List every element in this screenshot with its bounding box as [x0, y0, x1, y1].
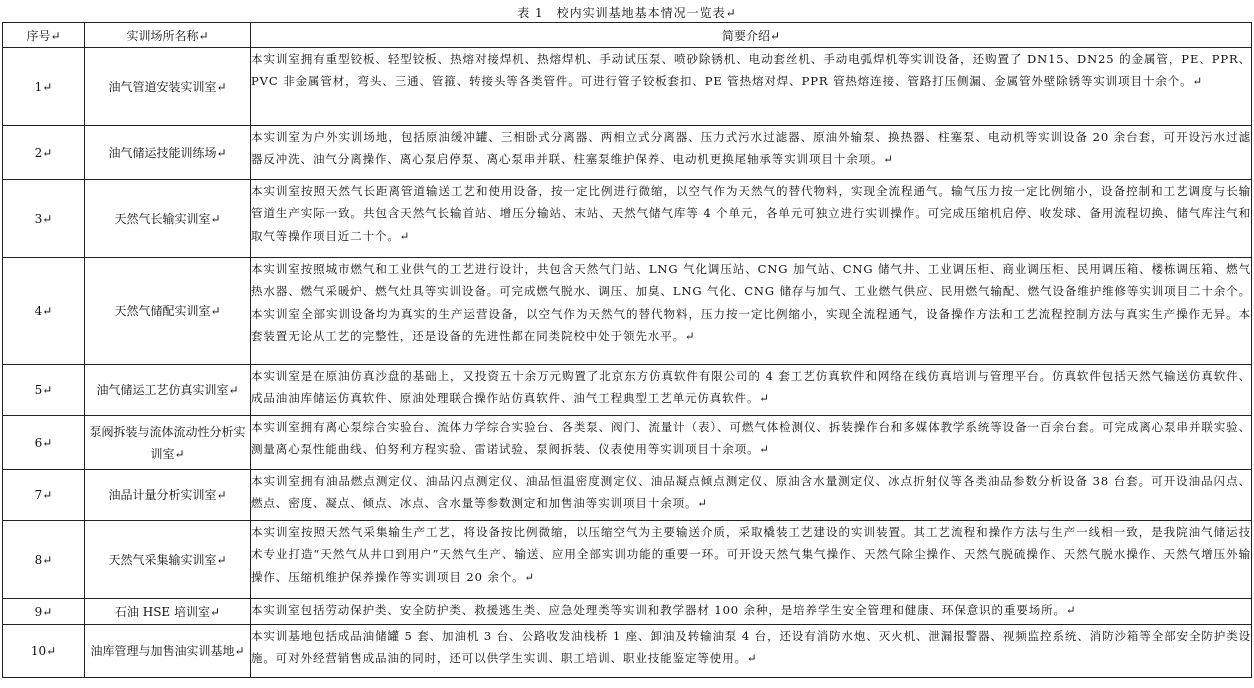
facility-description: 本实训室拥有重型铰板、轻型铰板、热熔对接焊机、热熔焊机、手动试压泵、喷砂除锈机、电动套丝机、手动电弧焊机等实训设备，还购置了 DN15、DN25 的金属管，PE、PPR、PVC 非金属管材，弯头、三通、管箍、转接头等各类管件。可进行管子铰板套扣、PE 管热熔对焊、PPR 管热熔连接、管路打压侧漏、金属管外壁除锈等实训项目十余个。↵	[251, 48, 1252, 126]
row-number: 5↵	[3, 365, 85, 416]
facility-description: 本实训室为户外实训场地，包括原油缓冲罐、三相卧式分离器、两相立式分离器、压力式污水过滤器、原油外输泵、换热器、柱塞泵、电动机等实训设备 20 余台套，可开设污水过滤器反冲洗、油气分离操作、离心泵启停泵、离心泵串并联、柱塞泵维护保养、电动机更换尾轴承等实训项目十余项。↵	[251, 126, 1252, 180]
facility-name: 油气储运技能训练场↵	[85, 126, 251, 180]
table-row	[3, 258, 1252, 365]
header-serial-number: 序号↵	[3, 23, 85, 48]
row-number: 6↵	[3, 416, 85, 470]
training-base-table	[2, 22, 1252, 678]
table-caption: 表 1 校内实训基地基本情况一览表↵	[517, 6, 737, 20]
row-number: 1↵	[3, 48, 85, 126]
row-number: 9↵	[3, 599, 85, 625]
facility-name: 石油 HSE 培训室↵	[85, 599, 251, 625]
facility-name: 天然气采集输实训室↵	[85, 521, 251, 599]
table-row	[3, 470, 1252, 521]
row-number: 7↵	[3, 470, 85, 521]
table-row	[3, 180, 1252, 258]
facility-description: 本实训室是在原油仿真沙盘的基础上，又投资五十余万元购置了北京东方仿真软件有限公司的 4 套工艺仿真软件和网络在线仿真培训与管理平台。仿真软件包括天然气输送仿真软件、成品油油库储运仿真软件、原油处理联合操作站仿真软件、油气工程典型工艺单元仿真软件。↵	[251, 365, 1252, 416]
facility-name: 天然气长输实训室↵	[85, 180, 251, 258]
row-number: 8↵	[3, 521, 85, 599]
table-row	[3, 126, 1252, 180]
facility-name: 泵阀拆装与流体流动性分析实训室↵	[85, 416, 251, 470]
facility-name: 油气储运工艺仿真实训室↵	[85, 365, 251, 416]
table-row	[3, 416, 1252, 470]
facility-name: 油库管理与加售油实训基地↵	[85, 625, 251, 678]
header-facility-name: 实训场所名称↵	[85, 23, 251, 48]
facility-description: 本实训室拥有离心泵综合实验台、流体力学综合实验台、各类泵、阀门、流量计（表）、可燃气体检测仪、拆装操作台和多媒体教学系统等设备一百余台套。可完成离心泵串并联实验、测量离心泵性能曲线、伯努利方程实验、雷诺试验、泵阀拆装、仪表使用等实训项目十余项。↵	[251, 416, 1252, 470]
facility-name: 油品计量分析实训室↵	[85, 470, 251, 521]
header-description: 简要介绍↵	[251, 23, 1252, 48]
facility-description: 本实训室按照城市燃气和工业供气的工艺进行设计，共包含天然气门站、LNG 气化调压站、CNG 加气站、CNG 储气井、工业调压柜、商业调压柜、民用调压箱、楼栋调压箱、燃气热水器、燃气采暖炉、燃气灶具等实训设备。可完成燃气脱水、调压、加臭、LNG 气化、CNG 储存与加气、工业燃气供应、民用燃气输配、燃气设备维护维修等实训项目二十余个。本实训室全部实训设备均为真实的生产运营设备，以空气作为天然气的替代物料，压力按一定比例缩小，实现全流程通气，设备操作方法和工艺流程控制方法与真实生产操作无异。本套装置无论从工艺的完整性，还是设备的先进性都在同类院校中处于领先水平。↵	[251, 258, 1252, 365]
facility-description: 本实训室包括劳动保护类、安全防护类、救援逃生类、应急处理类等实训和教学器材 100 余种，是培养学生安全管理和健康、环保意识的重要场所。↵	[251, 599, 1252, 625]
table-row	[3, 625, 1252, 678]
row-number: 10↵	[3, 625, 85, 678]
row-number: 4↵	[3, 258, 85, 365]
facility-name: 天然气储配实训室↵	[85, 258, 251, 365]
table-row	[3, 365, 1252, 416]
row-number: 3↵	[3, 180, 85, 258]
facility-description: 本实训室按照天然气采集输生产工艺，将设备按比例微缩，以压缩空气为主要输送介质，采取橇装工艺建设的实训装置。其工艺流程和操作方法与生产一线相一致，是我院油气储运技术专业打造“天然气从井口到用户”天然气生产、输送、应用全部实训功能的重要一环。可开设天然气集气操作、天然气除尘操作、天然气脱硫操作、天然气脱水操作、天然气增压外输操作、压缩机维护保养操作等实训项目 20 余个。↵	[251, 521, 1252, 599]
row-number: 2↵	[3, 126, 85, 180]
facility-description: 本实训室按照天然气长距离管道输送工艺和使用设备，按一定比例进行微缩，以空气作为天然气的替代物料，实现全流程通气。输气压力按一定比例缩小，设备控制和工艺调度与长输管道生产实际一致。共包含天然气长输首站、增压分输站、末站、天然气储气库等 4 个单元，各单元可独立进行实训操作。可完成压缩机启停、收发球、备用流程切换、储气库注气和取气等操作项目近二十个。↵	[251, 180, 1252, 258]
table-row	[3, 521, 1252, 599]
facility-description: 本实训基地包括成品油储罐 5 套、加油机 3 台、公路收发油栈桥 1 座、卸油及转输油泵 4 台，还设有消防水炮、灭火机、泄漏报警器、视频监控系统、消防沙箱等全部安全防护类设施。可对外经营销售成品油的同时，还可以供学生实训、职工培训、职业技能鉴定等使用。↵	[251, 625, 1252, 678]
table-row	[3, 599, 1252, 625]
facility-name: 油气管道安装实训室↵	[85, 48, 251, 126]
table-header-row	[3, 23, 1252, 48]
facility-description: 本实训室拥有油品燃点测定仪、油品闪点测定仪、油品恒温密度测定仪、油品凝点倾点测定仪、原油含水量测定仪、冰点折射仪等各类油品参数分析设备 38 台套。可开设油品闪点、燃点、密度、凝点、倾点、冰点、含水量等参数测定和加售油等实训项目十余项。↵	[251, 470, 1252, 521]
table-row	[3, 48, 1252, 126]
